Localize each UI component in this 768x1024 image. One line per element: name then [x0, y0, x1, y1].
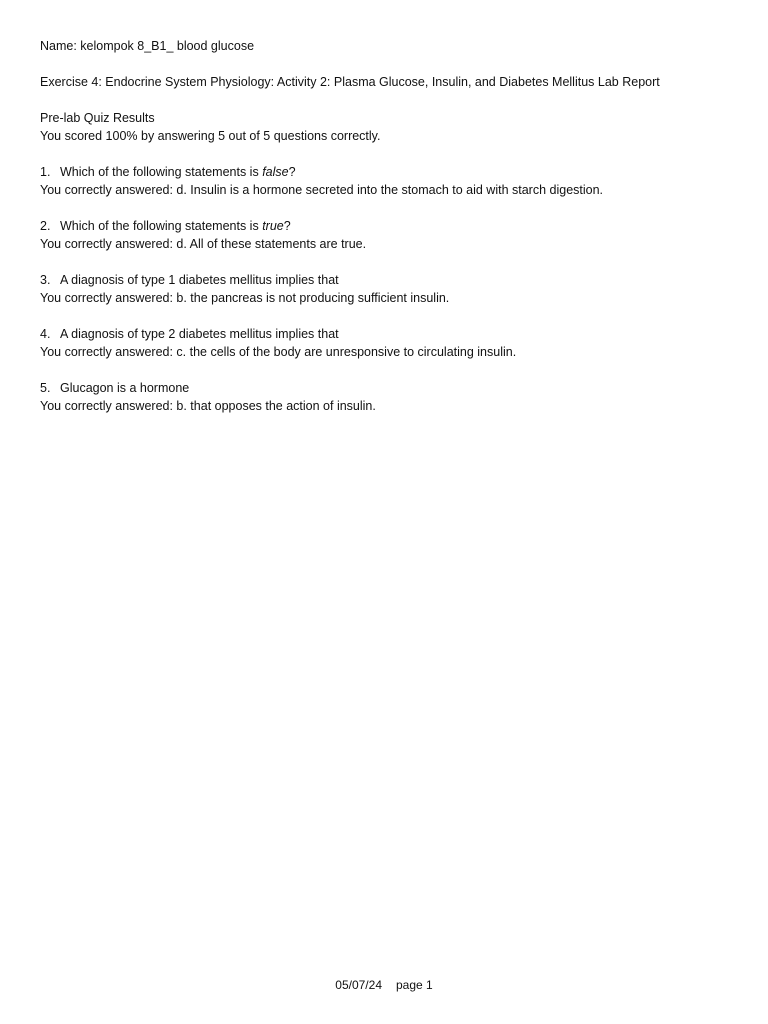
question-suffix: ?	[288, 165, 296, 179]
quiz-heading: Pre-lab Quiz Results	[40, 111, 155, 125]
question-4	[40, 325, 740, 343]
name-line: Name: kelompok 8_B1_ blood glucose	[40, 39, 255, 53]
answer-2: You correctly answered: d. All of these statements are true.	[40, 237, 367, 251]
question-emphasis: true	[262, 219, 284, 233]
answer-1: You correctly answered: d. Insulin is a hormone secreted into the stomach to aid with starch digestion.	[40, 183, 604, 197]
question-number: 2.	[40, 219, 51, 233]
answer-5: You correctly answered: b. that opposes the action of insulin.	[40, 399, 376, 413]
question-3	[40, 271, 740, 289]
answer-4: You correctly answered: c. the cells of the body are unresponsive to circulating insulin.	[40, 345, 517, 359]
question-number: 1.	[40, 165, 51, 179]
question-number: 5.	[40, 381, 51, 395]
answer-3: You correctly answered: b. the pancreas is not producing sufficient insulin.	[40, 291, 450, 305]
question-number: 4.	[40, 327, 51, 341]
question-text: A diagnosis of type 1 diabetes mellitus implies that	[60, 273, 339, 287]
question-5	[40, 379, 740, 397]
page-footer	[0, 977, 768, 993]
question-text: Which of the following statements is	[60, 219, 263, 233]
question-2	[40, 217, 740, 235]
question-1	[40, 163, 740, 181]
question-text: A diagnosis of type 2 diabetes mellitus implies that	[60, 327, 339, 341]
question-text: Which of the following statements is	[60, 165, 263, 179]
footer-page-number: page 1	[396, 978, 433, 992]
question-suffix: ?	[283, 219, 291, 233]
question-text: Glucagon is a hormone	[60, 381, 190, 395]
report-page	[40, 37, 740, 415]
exercise-title: Exercise 4: Endocrine System Physiology: Activity 2: Plasma Glucose, Insulin, and Diabetes Mellitus Lab Report	[40, 75, 660, 89]
footer-date: 05/07/24	[335, 978, 382, 992]
quiz-score: You scored 100% by answering 5 out of 5 questions correctly.	[40, 129, 381, 143]
question-emphasis: false	[262, 165, 289, 179]
question-number: 3.	[40, 273, 51, 287]
